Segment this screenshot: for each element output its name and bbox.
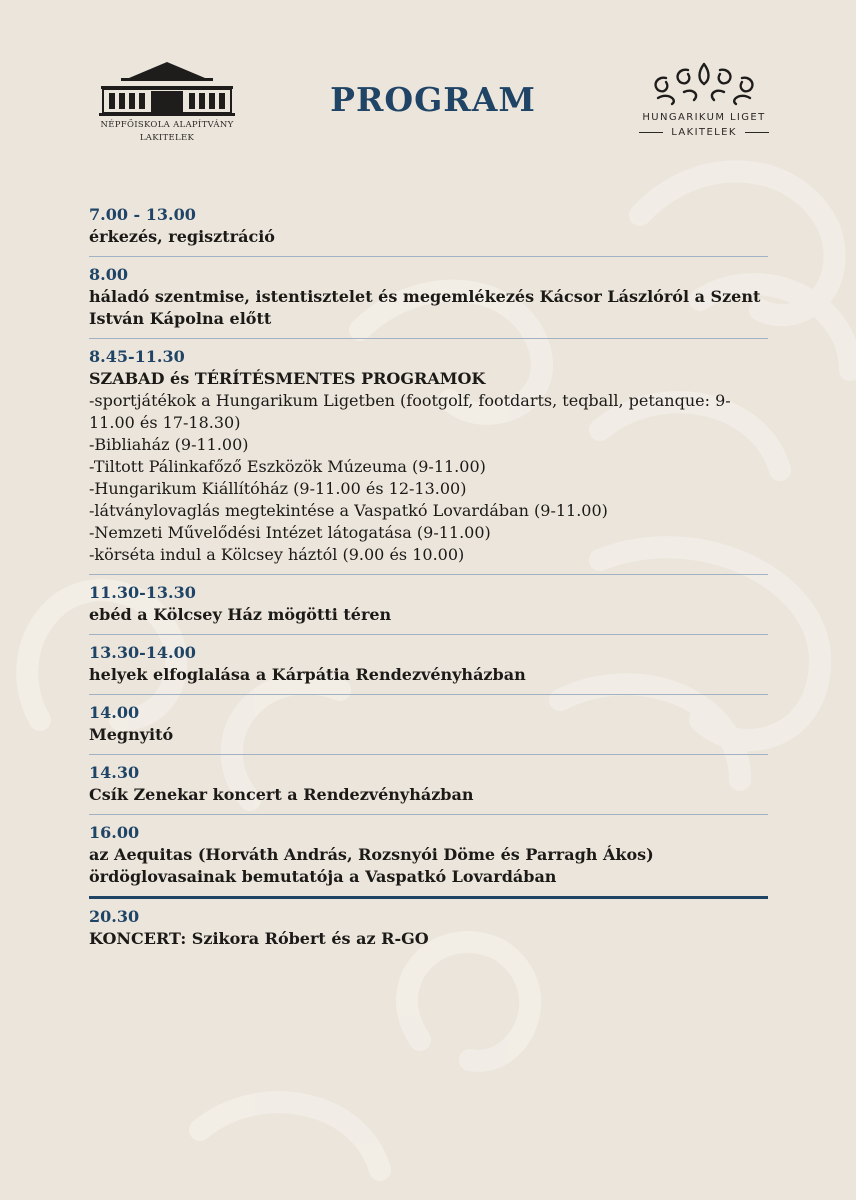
program-title: háladó szentmise, istentisztelet és megemlékezés Kácsor Lászlóról a Szent István Kápolna előtt <box>89 287 761 328</box>
program-title: érkezés, regisztráció <box>89 227 275 246</box>
left-logo-line1: NÉPFŐISKOLA ALAPÍTVÁNY <box>100 120 234 130</box>
program-time: 14.00 <box>89 703 140 722</box>
program-title: Megnyitó <box>89 725 174 744</box>
program-item <box>89 264 768 339</box>
right-logo-town <box>628 127 780 138</box>
program-item <box>89 906 768 958</box>
divider-line <box>639 132 663 133</box>
program-time: 8.00 <box>89 265 128 284</box>
program-time: 16.00 <box>89 823 140 842</box>
hungarikum-liget-logo <box>628 58 780 138</box>
program-title: az Aequitas (Horváth András, Rozsnyói Döme és Parragh Ákos) ördöglovasainak bemutatója a Vaspatkó Lovardában <box>89 845 654 886</box>
program-detail: -Tiltott Pálinkafőző Eszközök Múzeuma (9-11.00) <box>89 457 486 476</box>
divider-line <box>745 132 769 133</box>
program-title: SZABAD és TÉRÍTÉSMENTES PROGRAMOK <box>89 369 486 388</box>
floral-ornament-icon <box>648 58 760 106</box>
program-item <box>89 822 768 899</box>
program-detail: -Hungarikum Kiállítóház (9-11.00 és 12-13.00) <box>89 479 467 498</box>
left-logo-line2: LAKITELEK <box>139 133 195 143</box>
program-time: 13.30-14.00 <box>89 643 196 662</box>
program-item <box>89 204 768 257</box>
program-detail: -látványlovaglás megtekintése a Vaspatkó Lovardában (9-11.00) <box>89 501 608 520</box>
program-title: ebéd a Kölcsey Ház mögötti téren <box>89 605 392 624</box>
program-detail: -sportjátékok a Hungarikum Ligetben (footgolf, footdarts, teqball, petanque: 9-11.00 és 17-18.30) <box>89 391 731 432</box>
nepfoiskola-logo <box>98 60 236 144</box>
program-title: helyek elfoglalása a Kárpátia Rendezvényházban <box>89 665 526 684</box>
program-time: 14.30 <box>89 763 140 782</box>
program-detail: -Nemzeti Művelődési Intézet látogatása (9-11.00) <box>89 523 491 542</box>
program-title: KONCERT: Szikora Róbert és az R-GO <box>89 929 429 948</box>
program-time: 20.30 <box>89 907 140 926</box>
program-title: Csík Zenekar koncert a Rendezvényházban <box>89 785 474 804</box>
building-icon <box>99 60 235 118</box>
program-list <box>89 204 768 965</box>
right-logo-name: HUNGARIKUM LIGET <box>642 112 766 123</box>
program-time: 7.00 - 13.00 <box>89 205 196 224</box>
program-time: 8.45-11.30 <box>89 347 185 366</box>
program-detail: -Bibliaház (9-11.00) <box>89 435 249 454</box>
page-title: PROGRAM <box>330 80 536 119</box>
program-item <box>89 702 768 755</box>
program-item <box>89 582 768 635</box>
program-item <box>89 762 768 815</box>
program-item <box>89 346 768 575</box>
program-detail: -körséta indul a Kölcsey háztól (9.00 és 10.00) <box>89 545 465 564</box>
program-time: 11.30-13.30 <box>89 583 196 602</box>
right-logo-town-text: LAKITELEK <box>671 127 737 138</box>
program-item <box>89 642 768 695</box>
